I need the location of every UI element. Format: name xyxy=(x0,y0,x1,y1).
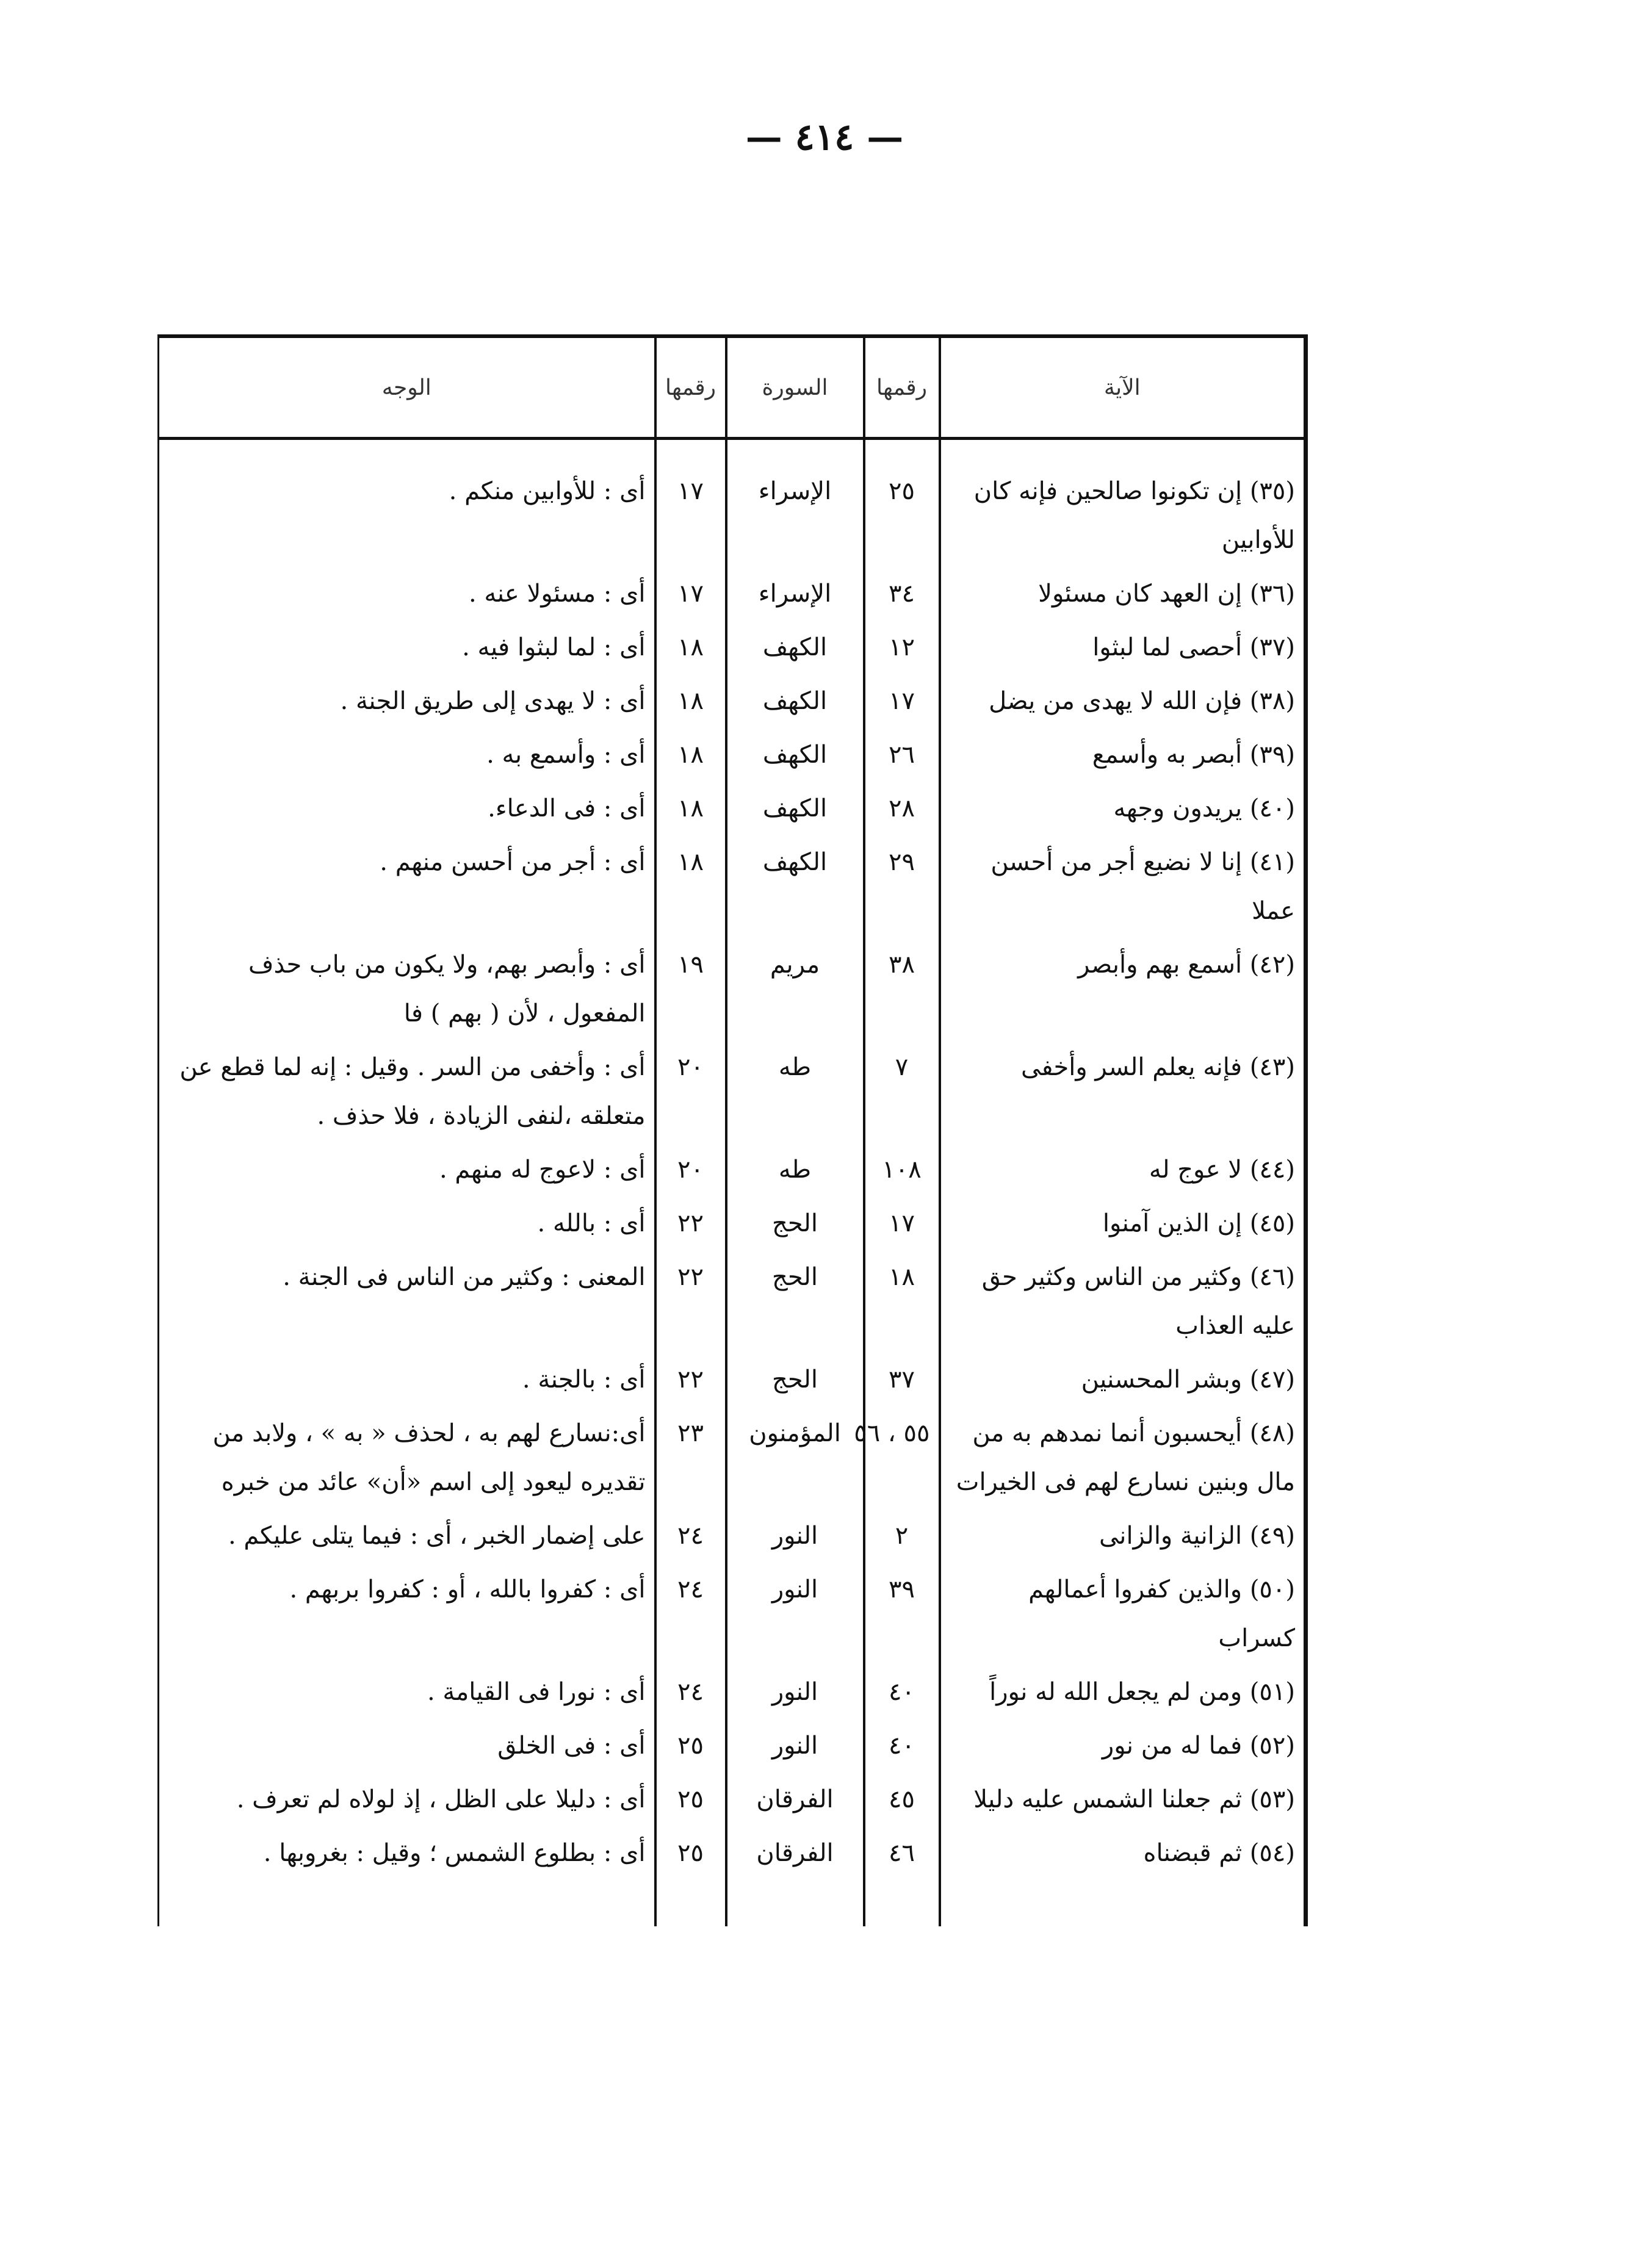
cell-sura-number: ١٩ xyxy=(655,938,726,1040)
cell-ayah-number: ٢٦ xyxy=(864,728,940,782)
cell-sura-number: ١٧ xyxy=(655,567,726,621)
cell-ayah-number: ٢ xyxy=(864,1509,940,1563)
cell-wajh: أى : أجر من أحسن منهم . xyxy=(159,835,655,938)
cell-ayah: (٤٦) وكثير من الناس وكثير حق عليه العذاب xyxy=(940,1250,1306,1353)
cell-sura: طه xyxy=(726,1040,864,1143)
cell-sura-number: ١٨ xyxy=(655,835,726,938)
table-row xyxy=(159,782,1306,835)
cell-sura: الفرقان xyxy=(726,1773,864,1826)
cell-sura-number: ٢٣ xyxy=(655,1406,726,1509)
table-row xyxy=(159,1143,1306,1197)
cell-sura: الكهف xyxy=(726,621,864,674)
cell-wajh: أى : بالجنة . xyxy=(159,1353,655,1406)
cell-ayah: (٤٠) يريدون وجهه xyxy=(940,782,1306,835)
table-row xyxy=(159,1665,1306,1719)
cell-sura: الإسراء xyxy=(726,439,864,567)
cell-ayah-number: ٤٠ xyxy=(864,1719,940,1773)
cell-wajh: على إضمار الخبر ، أى : فيما يتلى عليكم . xyxy=(159,1509,655,1563)
cell-wajh: أى : لا يهدى إلى طريق الجنة . xyxy=(159,674,655,728)
cell-ayah-number: ١٧ xyxy=(864,1197,940,1250)
cell-ayah: (٣٦) إن العهد كان مسئولا xyxy=(940,567,1306,621)
cell-sura: النور xyxy=(726,1719,864,1773)
cell-sura: الحج xyxy=(726,1353,864,1406)
table-row xyxy=(159,567,1306,621)
cell-ayah: (٥٣) ثم جعلنا الشمس عليه دليلا xyxy=(940,1773,1306,1826)
table-row xyxy=(159,728,1306,782)
cell-ayah-number: ٣٧ xyxy=(864,1353,940,1406)
cell-sura-number: ٢٢ xyxy=(655,1197,726,1250)
cell-sura-number: ١٨ xyxy=(655,728,726,782)
cell-sura: الكهف xyxy=(726,835,864,938)
cell-ayah: (٥٢) فما له من نور xyxy=(940,1719,1306,1773)
cell-ayah-number: ١٢ xyxy=(864,621,940,674)
cell-ayah: (٤٣) فإنه يعلم السر وأخفى xyxy=(940,1040,1306,1143)
header-sura: السورة xyxy=(726,336,864,439)
cell-wajh: أى : فى الخلق xyxy=(159,1719,655,1773)
cell-sura: النور xyxy=(726,1665,864,1719)
cell-wajh: أى : كفروا بالله ، أو : كفروا بربهم . xyxy=(159,1563,655,1665)
table-body xyxy=(159,439,1306,1927)
cell-sura-number: ١٧ xyxy=(655,439,726,567)
table-row xyxy=(159,1250,1306,1353)
cell-sura-number: ١٨ xyxy=(655,621,726,674)
cell-ayah: (٣٥) إن تكونوا صالحين فإنه كان للأوابين xyxy=(940,439,1306,567)
table-row xyxy=(159,1773,1306,1826)
cell-ayah: (٤٥) إن الذين آمنوا xyxy=(940,1197,1306,1250)
table-row xyxy=(159,1719,1306,1773)
table-row xyxy=(159,1197,1306,1250)
cell-wajh: أى : فى الدعاء. xyxy=(159,782,655,835)
cell-ayah-number: ٣٩ xyxy=(864,1563,940,1665)
table-row xyxy=(159,1040,1306,1143)
cell-sura: المؤمنون xyxy=(726,1406,864,1509)
cell-ayah-number: ١٠٨ xyxy=(864,1143,940,1197)
cell-wajh: أى : وأسمع به . xyxy=(159,728,655,782)
cell-sura-number: ٢٠ xyxy=(655,1040,726,1143)
cell-sura: طه xyxy=(726,1143,864,1197)
cell-ayah: (٤٩) الزانية والزانى xyxy=(940,1509,1306,1563)
cell-ayah-number: ٥٥ ، ٥٦ xyxy=(864,1406,940,1509)
table-row xyxy=(159,1353,1306,1406)
cell-sura: الكهف xyxy=(726,674,864,728)
cell-sura: النور xyxy=(726,1563,864,1665)
cell-wajh: أى : لاعوج له منهم . xyxy=(159,1143,655,1197)
cell-sura-number: ٢٤ xyxy=(655,1665,726,1719)
cell-sura-number: ٢٥ xyxy=(655,1773,726,1826)
cell-wajh: أى : وأبصر بهم، ولا يكون من باب حذف المفعول ، لأن ( بهم ) فا xyxy=(159,938,655,1040)
table-row xyxy=(159,1826,1306,1926)
cell-sura: النور xyxy=(726,1509,864,1563)
cell-ayah-number: ٧ xyxy=(864,1040,940,1143)
cell-wajh: أى:نسارع لهم به ، لحذف « به » ، ولابد من تقديره ليعود إلى اسم «أن» عائد من خبره xyxy=(159,1406,655,1509)
cell-sura: مريم xyxy=(726,938,864,1040)
cell-sura-number: ٢٠ xyxy=(655,1143,726,1197)
ayah-table xyxy=(157,334,1308,1926)
ayah-table-container xyxy=(157,334,1305,1957)
table-header-row xyxy=(159,336,1306,439)
cell-wajh: أى : وأخفى من السر . وقيل : إنه لما قطع عن متعلقه ،لنفى الزيادة ، فلا حذف . xyxy=(159,1040,655,1143)
cell-sura-number: ٢٥ xyxy=(655,1719,726,1773)
cell-wajh: أى : لما لبثوا فيه . xyxy=(159,621,655,674)
cell-wajh: أى : مسئولا عنه . xyxy=(159,567,655,621)
cell-wajh: أى : للأوابين منكم . xyxy=(159,439,655,567)
cell-ayah: (٣٩) أبصر به وأسمع xyxy=(940,728,1306,782)
cell-ayah: (٥٠) والذين كفروا أعمالهم كسراب xyxy=(940,1563,1306,1665)
cell-ayah-number: ١٨ xyxy=(864,1250,940,1353)
cell-sura: الكهف xyxy=(726,782,864,835)
cell-sura: الفرقان xyxy=(726,1826,864,1926)
cell-ayah-number: ٣٤ xyxy=(864,567,940,621)
cell-sura-number: ٢٢ xyxy=(655,1353,726,1406)
cell-sura-number: ١٨ xyxy=(655,782,726,835)
table-row xyxy=(159,938,1306,1040)
cell-ayah-number: ١٧ xyxy=(864,674,940,728)
cell-wajh: أى : نورا فى القيامة . xyxy=(159,1665,655,1719)
cell-sura-number: ٢٤ xyxy=(655,1563,726,1665)
header-ayah-number: رقمها xyxy=(864,336,940,439)
cell-sura-number: ٢٥ xyxy=(655,1826,726,1926)
table-row xyxy=(159,1563,1306,1665)
cell-wajh: أى : دليلا على الظل ، إذ لولاه لم تعرف . xyxy=(159,1773,655,1826)
cell-ayah: (٣٨) فإن الله لا يهدى من يضل xyxy=(940,674,1306,728)
cell-wajh: أى : بطلوع الشمس ؛ وقيل : بغروبها . xyxy=(159,1826,655,1926)
cell-ayah-number: ٣٨ xyxy=(864,938,940,1040)
cell-ayah: (٤٧) وبشر المحسنين xyxy=(940,1353,1306,1406)
page-number: — ٤١٤ — xyxy=(745,116,904,159)
cell-ayah: (٤٤) لا عوج له xyxy=(940,1143,1306,1197)
cell-wajh: المعنى : وكثير من الناس فى الجنة . xyxy=(159,1250,655,1353)
table-row xyxy=(159,674,1306,728)
cell-ayah: (٣٧) أحصى لما لبثوا xyxy=(940,621,1306,674)
cell-sura-number: ٢٢ xyxy=(655,1250,726,1353)
table-row xyxy=(159,835,1306,938)
cell-sura: الحج xyxy=(726,1250,864,1353)
cell-ayah-number: ٢٨ xyxy=(864,782,940,835)
cell-ayah-number: ٢٩ xyxy=(864,835,940,938)
cell-ayah: (٤١) إنا لا نضيع أجر من أحسن عملا xyxy=(940,835,1306,938)
cell-sura-number: ٢٤ xyxy=(655,1509,726,1563)
cell-ayah: (٥٤) ثم قبضناه xyxy=(940,1826,1306,1926)
header-wajh: الوجه xyxy=(159,336,655,439)
table-row xyxy=(159,1406,1306,1509)
cell-ayah: (٤٢) أسمع بهم وأبصر xyxy=(940,938,1306,1040)
table-row xyxy=(159,439,1306,567)
cell-sura: الكهف xyxy=(726,728,864,782)
cell-ayah-number: ٢٥ xyxy=(864,439,940,567)
table-row xyxy=(159,1509,1306,1563)
cell-ayah: (٥١) ومن لم يجعل الله له نوراً xyxy=(940,1665,1306,1719)
table-row xyxy=(159,621,1306,674)
cell-ayah-number: ٤٥ xyxy=(864,1773,940,1826)
cell-ayah: (٤٨) أيحسبون أنما نمدهم به من مال وبنين نسارع لهم فى الخيرات xyxy=(940,1406,1306,1509)
cell-sura: الحج xyxy=(726,1197,864,1250)
cell-sura: الإسراء xyxy=(726,567,864,621)
cell-sura-number: ١٨ xyxy=(655,674,726,728)
cell-wajh: أى : بالله . xyxy=(159,1197,655,1250)
header-ayah: الآية xyxy=(940,336,1306,439)
header-sura-number: رقمها xyxy=(655,336,726,439)
cell-ayah-number: ٤٠ xyxy=(864,1665,940,1719)
cell-ayah-number: ٤٦ xyxy=(864,1826,940,1926)
